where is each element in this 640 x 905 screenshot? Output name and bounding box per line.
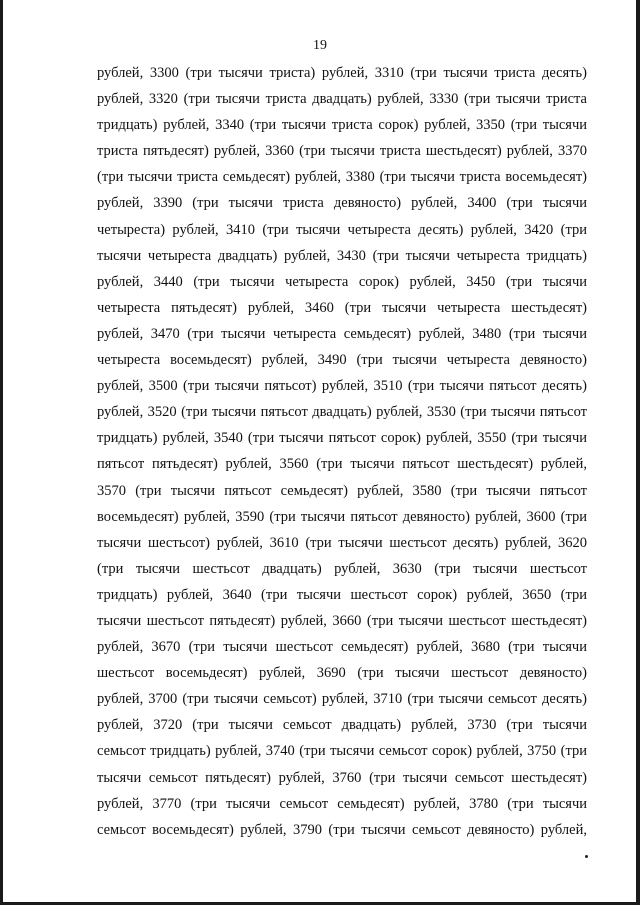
text-line: рублей, 3700 (три тысячи семьсот) рублей, 3710 (три тысячи семьсот десять) (97, 691, 587, 708)
text-line: тысячи шестьсот пятьдесят) рублей, 3660 (три тысячи шестьсот шестьдесят) (97, 612, 587, 629)
text-line: рублей, 3470 (три тысячи четыреста семьдесят) рублей, 3480 (три тысячи (97, 325, 587, 342)
text-line: рублей, 3520 (три тысячи пятьсот двадцать) рублей, 3530 (три тысячи пятьсот (97, 404, 587, 421)
text-line: семьсот восемьдесят) рублей, 3790 (три тысячи семьсот девяносто) рублей, (97, 821, 587, 838)
text-line: четыреста пятьдесят) рублей, 3460 (три тысячи четыреста шестьдесят) (97, 299, 587, 316)
text-line: семьсот тридцать) рублей, 3740 (три тысячи семьсот сорок) рублей, 3750 (три (97, 743, 587, 760)
text-line: тридцать) рублей, 3540 (три тысячи пятьсот сорок) рублей, 3550 (три тысячи (97, 430, 587, 447)
text-line: рублей, 3440 (три тысячи четыреста сорок) рублей, 3450 (три тысячи (97, 273, 587, 290)
scan-edge-left (0, 0, 3, 905)
text-line: рублей, 3390 (три тысячи триста девяносто) рублей, 3400 (три тысячи (97, 195, 587, 212)
text-line: четыреста восемьдесят) рублей, 3490 (три тысячи четыреста девяносто) (97, 352, 587, 369)
scan-edge-right (636, 0, 640, 905)
text-line: тысячи семьсот пятьдесят) рублей, 3760 (три тысячи семьсот шестьдесят) (97, 769, 587, 786)
text-line: восемьдесят) рублей, 3590 (три тысячи пятьсот девяносто) рублей, 3600 (три (97, 508, 587, 525)
text-line: рублей, 3320 (три тысячи триста двадцать) рублей, 3330 (три тысячи триста (97, 91, 587, 108)
scan-speck (585, 855, 588, 858)
text-line: рублей, 3670 (три тысячи шестьсот семьдесят) рублей, 3680 (три тысячи (97, 639, 587, 656)
text-line: рублей, 3770 (три тысячи семьсот семьдесят) рублей, 3780 (три тысячи (97, 795, 587, 812)
text-line: рублей, 3720 (три тысячи семьсот двадцать) рублей, 3730 (три тысячи (97, 717, 587, 734)
text-line: 3570 (три тысячи пятьсот семьдесят) рублей, 3580 (три тысячи пятьсот (97, 482, 587, 499)
document-body-text (97, 60, 587, 843)
text-line: шестьсот восемьдесят) рублей, 3690 (три тысячи шестьсот девяносто) (97, 665, 587, 682)
text-line: рублей, 3300 (три тысячи триста) рублей, 3310 (три тысячи триста десять) (97, 65, 587, 81)
text-line: тридцать) рублей, 3340 (три тысячи триста сорок) рублей, 3350 (три тысячи (97, 117, 587, 134)
text-line: триста пятьдесят) рублей, 3360 (три тысячи триста шестьдесят) рублей, 3370 (97, 143, 587, 160)
text-line: четыреста) рублей, 3410 (три тысячи четыреста десять) рублей, 3420 (три (97, 221, 587, 238)
text-line: тысячи четыреста двадцать) рублей, 3430 (три тысячи четыреста тридцать) (97, 247, 587, 264)
text-line: (три тысячи шестьсот двадцать) рублей, 3630 (три тысячи шестьсот (97, 560, 587, 577)
text-line: тридцать) рублей, 3640 (три тысячи шестьсот сорок) рублей, 3650 (три (97, 586, 587, 603)
text-line: тысячи шестьсот) рублей, 3610 (три тысячи шестьсот десять) рублей, 3620 (97, 534, 587, 551)
text-line: рублей, 3500 (три тысячи пятьсот) рублей, 3510 (три тысячи пятьсот десять) (97, 378, 587, 395)
text-line: (три тысячи триста семьдесят) рублей, 3380 (три тысячи триста восемьдесят) (97, 169, 587, 186)
page-number: 19 (313, 38, 327, 53)
text-line: пятьсот пятьдесят) рублей, 3560 (три тысячи пятьсот шестьдесят) рублей, (97, 456, 587, 473)
